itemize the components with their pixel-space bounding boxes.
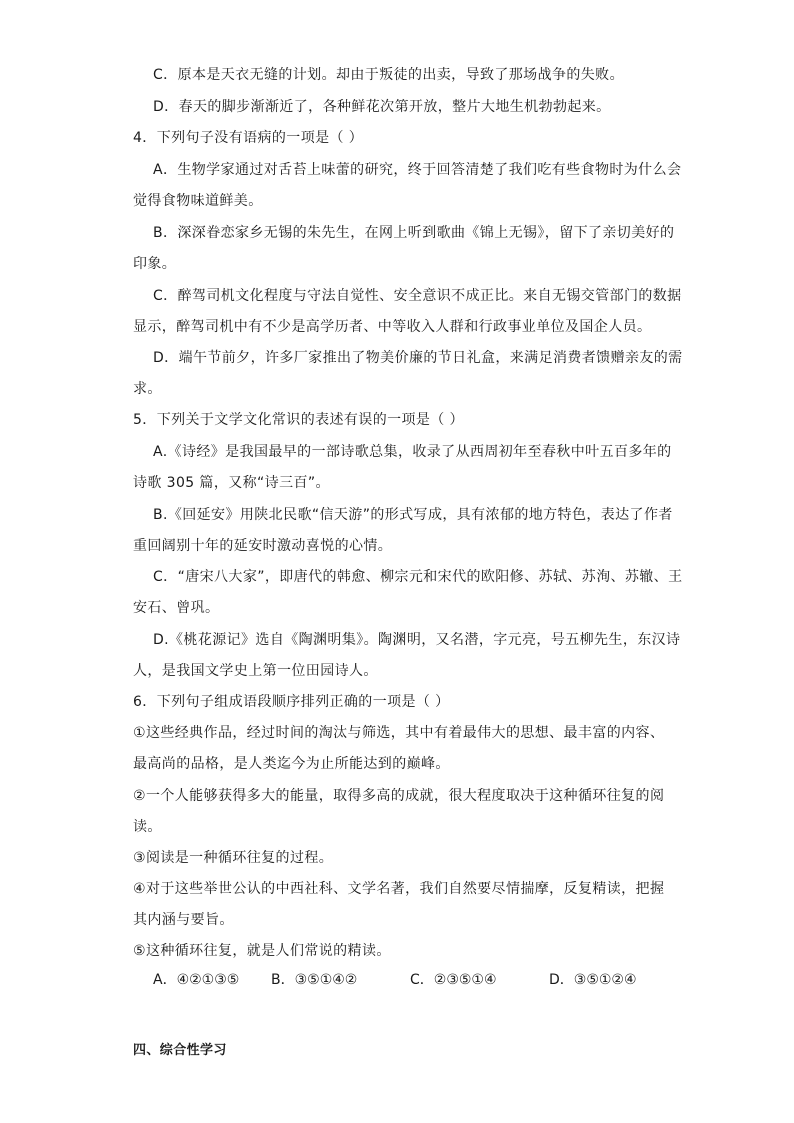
q4-stem: 4．下列句子没有语病的一项是（ ） [133,130,364,146]
q5-option-a-line1: A.《诗经》是我国最早的一部诗歌总集，收录了从西周初年至春秋中叶五百多年的 [153,444,672,460]
q5-option-d-line2: 人，是我国文学史上第一位田园诗人。 [133,663,378,679]
q6-option-d: D．③⑤①②④ [549,972,637,988]
section-heading: 四、综合性学习 [133,1043,227,1058]
q4-option-a-line1: A．生物学家通过对舌苔上味蕾的研究，终于回答清楚了我们吃有些食物时为什么会 [153,162,682,178]
q6-sentence-1-line1: ①这些经典作品，经过时间的淘汰与筛选，其中有着最伟大的思想、最丰富的内容、 [133,725,665,741]
q6-sentence-5: ⑤这种循环往复，就是人们常说的精读。 [133,943,391,959]
q5-option-b-line2: 重回阔别十年的延安时激动喜悦的心情。 [133,538,393,554]
q5-option-a-line2: 诗歌 305 篇，又称“诗三百”。 [133,475,330,491]
q4-option-c-line1: C．醉驾司机文化程度与守法自觉性、安全意识不成正比。来自无锡交管部门的数据 [153,288,682,304]
q5-option-c-line2: 安石、曾巩。 [133,600,220,616]
q6-stem: 6．下列句子组成语段顺序排列正确的一项是（ ） [133,694,450,710]
q4-option-c-line2: 显示，醉驾司机中有不少是高学历者、中等收入人群和行政事业单位及国企人员。 [133,319,652,335]
q5-stem: 5．下列关于文学文化常识的表述有误的一项是（ ） [133,412,464,428]
q6-sentence-3: ③阅读是一种循环往复的过程。 [133,850,334,866]
q6-option-b: B．③⑤①④② [271,972,358,988]
q5-option-b-line1: B.《回延安》用陕北民歌“信天游”的形式写成，具有浓郁的地方特色，表达了作者 [153,507,673,523]
q6-sentence-2-line1: ②一个人能够获得多大的能量，取得多高的成就，很大程度取决于这种循环往复的阅 [133,788,665,804]
q4-option-b-line2: 印象。 [133,256,177,272]
q6-sentence-4-line2: 其内涵与要旨。 [133,912,234,928]
q3-option-d: D．春天的脚步渐渐近了，各种鲜花次第开放，整片大地生机勃勃起来。 [153,99,611,115]
q6-option-a: A．④②①③⑤ [153,972,240,988]
q4-option-a-line2: 觉得食物味道鲜美。 [133,193,263,209]
q3-option-c: C．原本是天衣无缝的计划。却由于叛徒的出卖，导致了那场战争的失败。 [153,67,624,83]
q4-option-d-line1: D．端午节前夕，许多厂家推出了物美价廉的节日礼盒，来满足消费者馈赠亲友的需 [153,350,683,366]
q6-sentence-2-line2: 读。 [133,819,162,835]
q5-option-d-line1: D.《桃花源记》选自《陶渊明集》。陶渊明，又名潜，字元亮，号五柳先生，东汉诗 [153,632,681,648]
q5-option-c-line1: C．“唐宋八大家”，即唐代的韩愈、柳宗元和宋代的欧阳修、苏轼、苏洵、苏辙、王 [153,569,683,585]
q6-sentence-4-line1: ④对于这些举世公认的中西社科、文学名著，我们自然要尽情揣摩，反复精读，把握 [133,881,665,897]
q4-option-b-line1: B．深深眷恋家乡无锡的朱先生，在网上听到歌曲《锦上无锡》，留下了亲切美好的 [153,225,675,241]
q4-option-d-line2: 求。 [133,381,162,397]
q6-option-c: C．②③⑤①④ [410,972,497,988]
q6-sentence-1-line2: 最高尚的品格，是人类迄今为止所能达到的巅峰。 [133,756,450,772]
